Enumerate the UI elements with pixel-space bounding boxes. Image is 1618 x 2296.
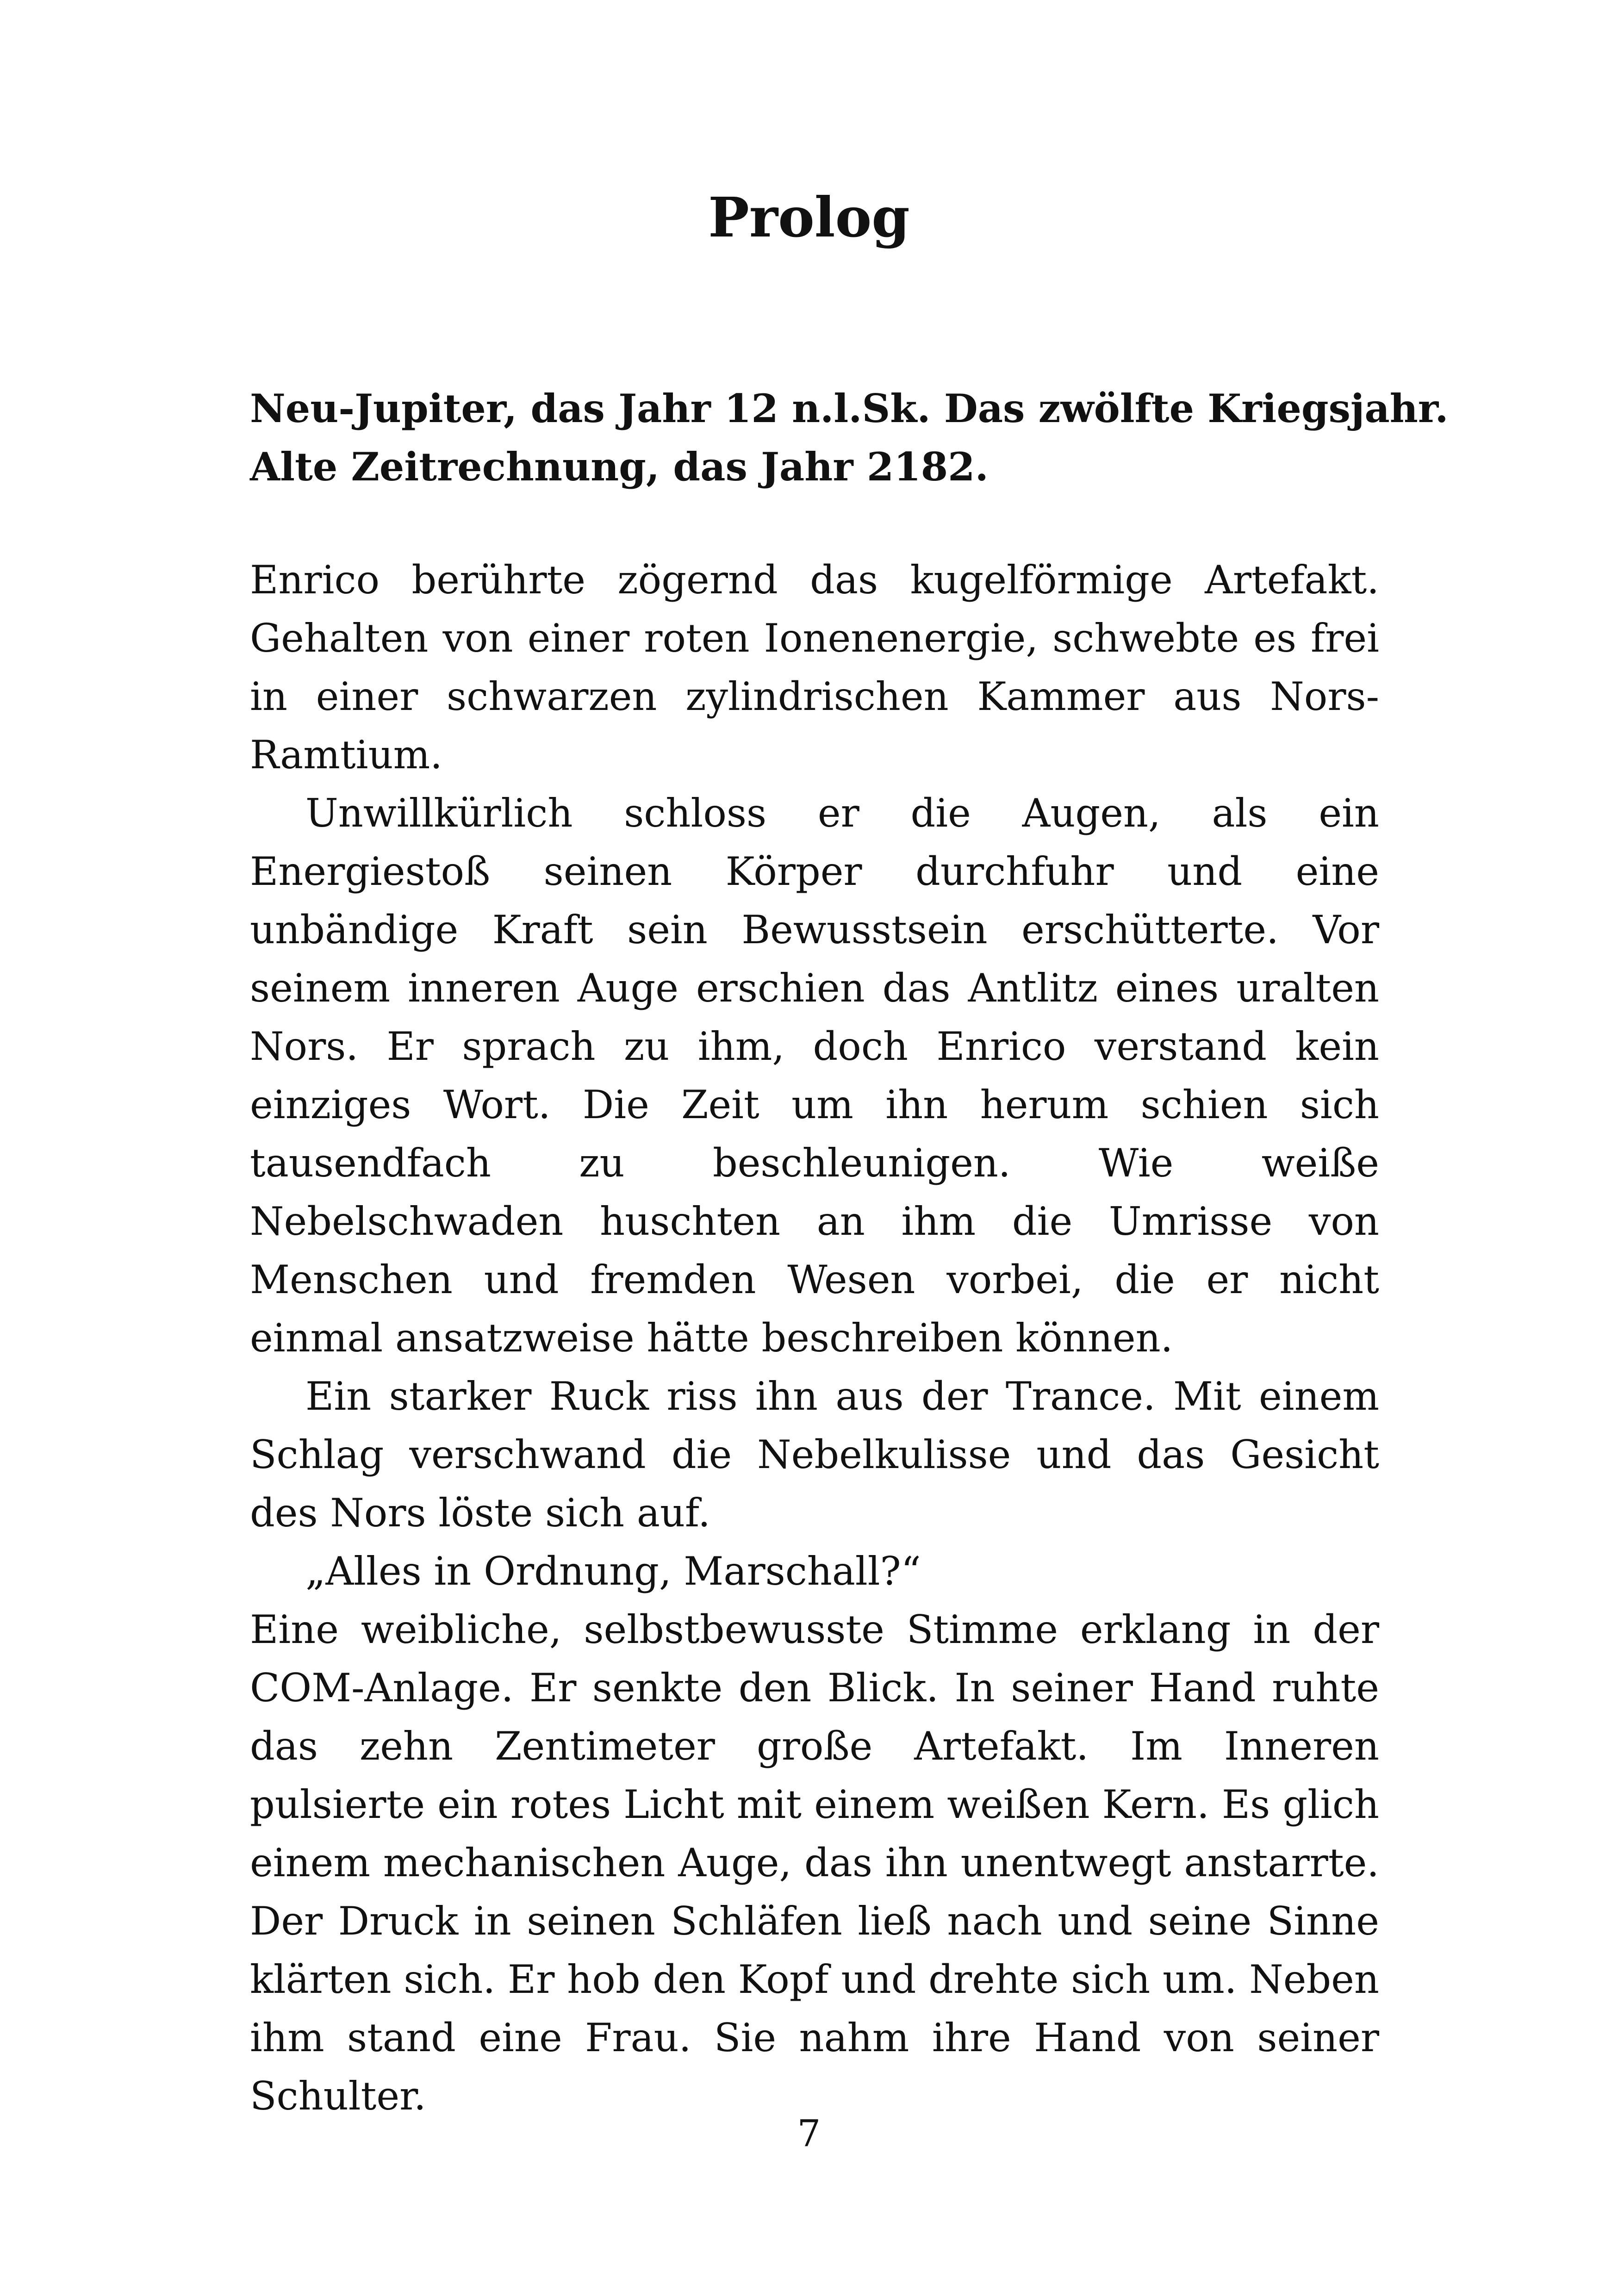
heading-line-location-date: Neu-Jupiter, das Jahr 12 n.l.Sk. Das zwölfte Kriegsjahr. [250, 386, 1449, 431]
paragraph-artifact: Enrico berührte zögernd das kugelförmige Artefakt. Gehalten von einer roten Ionenenergie, schwebte es frei in einer schwarzen zylindrischen Kammer aus Nors-Ramtium. [250, 557, 1379, 778]
paragraph-com-voice: Eine weibliche, selbstbewusste Stimme erklang in der COM-Anlage. Er senkte den Blick. In seiner Hand ruhte das zehn Zentimeter große Artefakt. Im Inneren pulsierte ein rotes Licht mit einem weißen Kern. Es glich einem mechanischen Auge, das ihn unentwegt anstarrte. Der Druck in seinen Schläfen ließ nach und seine Sinne klärten sich. Er hob den Kopf und drehte sich um. Neben ihm stand eine Frau. Sie nahm ihre Hand von seiner Schulter. [250, 1607, 1379, 2119]
heading-line-old-calendar: Alte Zeitrechnung, das Jahr 2182. [250, 444, 989, 490]
paragraph-trance: Ein starker Ruck riss ihn aus der Trance. Mit einem Schlag verschwand die Nebelkulisse und das Gesicht des Nors löste sich auf. [250, 1374, 1379, 1536]
paragraph-dialogue: „Alles in Ordnung, Marschall?“ [305, 1549, 921, 1594]
chapter-title: Prolog [708, 185, 910, 249]
chapter-heading [250, 380, 1449, 496]
paragraph-vision: Unwillkürlich schloss er die Augen, als ein Energiestoß seinen Körper durchfuhr und eine unbändige Kraft sein Bewusstsein erschütterte. Vor seinem inneren Auge erschien das Antlitz eines uralten Nors. Er sprach zu ihm, doch Enrico verstand kein einziges Wort. Die Zeit um ihn herum schien sich tausendfach zu beschleunigen. Wie weiße Nebelschwaden huschten an ihm die Umrisse von Menschen und fremden Wesen vorbei, die er nicht einmal ansatzweise hätte beschreiben können. [250, 790, 1379, 1361]
body-text [250, 551, 1379, 2125]
page-number: 7 [797, 2112, 821, 2155]
